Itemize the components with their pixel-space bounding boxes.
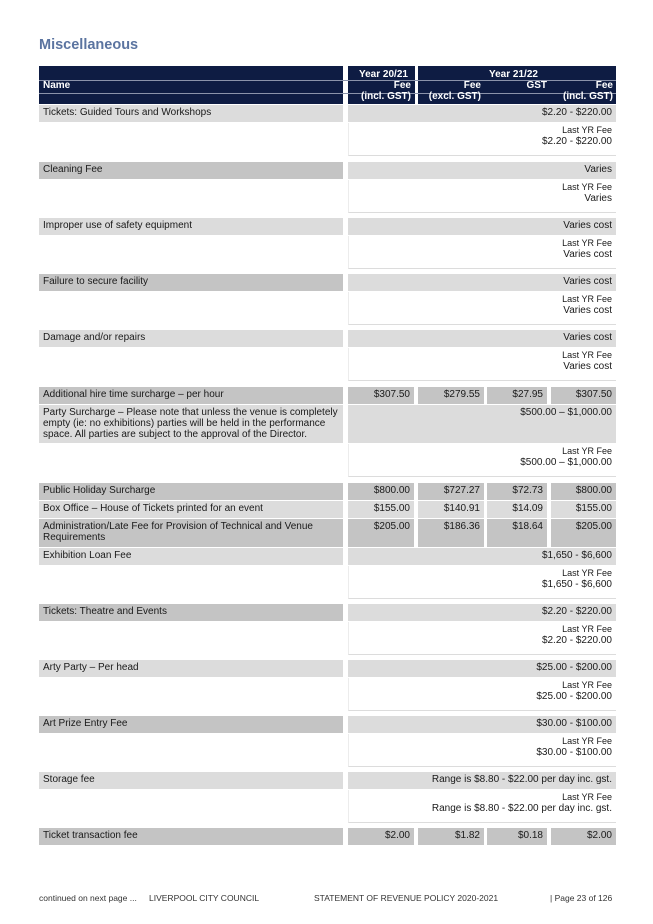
last-year-value: $2.20 - $220.00 [541,136,612,147]
last-year-fee [348,790,616,823]
last-year-value: $500.00 – $1,000.00 [520,457,612,468]
row-name: Exhibition Loan Fee [39,548,343,565]
gst-2122: $0.18 [487,828,547,845]
fee-2122-excl: $140.91 [418,501,484,518]
header-fee-incl2-sub: (incl. GST) [563,91,613,102]
row-name: Art Prize Entry Fee [39,716,343,733]
last-year-fee [348,622,616,655]
fee-2021-incl: $155.00 [348,501,414,518]
footer-statement: STATEMENT OF REVENUE POLICY 2020-2021 [314,893,499,903]
row-fee: Varies cost [348,218,616,235]
table-row [39,772,616,789]
row-fee: $2.20 - $220.00 [348,604,616,621]
row-fee: Varies cost [348,274,616,291]
table-row [39,405,616,443]
header-divider [39,93,616,94]
fee-2122-incl: $155.00 [551,501,616,518]
gst-2122: $18.64 [487,519,547,547]
row-name: Damage and/or repairs [39,330,343,347]
row-fee: Varies [348,162,616,179]
table-row [39,274,616,291]
last-year-label: Last YR Fee [562,238,612,248]
last-year-fee [348,348,616,381]
last-year-value: Range is $8.80 - $22.00 per day inc. gst. [431,803,612,814]
last-year-label: Last YR Fee [562,680,612,690]
last-year-label: Last YR Fee [562,294,612,304]
fee-2122-incl: $800.00 [551,483,616,500]
table-row [39,330,616,347]
last-year-value: Varies cost [563,361,612,372]
table-row [39,660,616,677]
header-fee-incl2: Fee [595,80,613,91]
last-year-fee [348,678,616,711]
gst-2122: $72.73 [487,483,547,500]
gst-2122: $14.09 [487,501,547,518]
last-year-label: Last YR Fee [562,125,612,135]
last-year-label: Last YR Fee [562,792,612,802]
header-fee-excl: Fee [463,80,481,91]
header-year1: Year 20/21 [359,69,408,80]
table-row [39,387,616,404]
fee-2021-incl: $2.00 [348,828,414,845]
last-year-value: Varies cost [563,249,612,260]
page-title: Miscellaneous [39,37,139,53]
footer-council: LIVERPOOL CITY COUNCIL [149,893,260,903]
row-name: Ticket transaction fee [39,828,343,845]
row-fee: $25.00 - $200.00 [348,660,616,677]
table-row [39,716,616,733]
fee-2122-excl: $727.27 [418,483,484,500]
last-year-label: Last YR Fee [562,350,612,360]
row-fee: Range is $8.80 - $22.00 per day inc. gst. [348,772,616,789]
footer-continued: continued on next page ... [39,893,137,903]
fee-2122-incl: $2.00 [551,828,616,845]
table-row [39,604,616,621]
row-name: Failure to secure facility [39,274,343,291]
last-year-fee [348,444,616,477]
fee-2122-excl: $279.55 [418,387,484,404]
header-gst: GST [526,80,547,91]
header-name-block [39,66,343,104]
table-row [39,105,616,122]
last-year-fee [348,734,616,767]
row-name: Arty Party – Per head [39,660,343,677]
row-name: Additional hire time surcharge – per hour [39,387,343,404]
fee-2021-incl: $307.50 [348,387,414,404]
last-year-fee [348,180,616,213]
table-row [39,218,616,235]
last-year-value: Varies cost [563,305,612,316]
row-name: Party Surcharge – Please note that unless the venue is completely empty (ie: no exhibitions) parties will be held in the performance space. All parties are subject to the approval of the Director. [39,405,343,443]
table-header [39,66,616,104]
header-year2: Year 21/22 [489,69,538,80]
fee-2122-incl: $205.00 [551,519,616,547]
row-fee: $2.20 - $220.00 [348,105,616,122]
header-fee-excl-sub: (excl. GST) [428,91,481,102]
last-year-label: Last YR Fee [562,624,612,634]
last-year-label: Last YR Fee [562,182,612,192]
last-year-fee [348,236,616,269]
row-fee: $500.00 – $1,000.00 [348,405,616,443]
last-year-label: Last YR Fee [562,446,612,456]
table-row [39,501,616,518]
header-fee-incl: Fee [393,80,411,91]
header-name: Name [43,80,71,91]
table-row [39,519,616,547]
last-year-value: $30.00 - $100.00 [536,747,612,758]
footer-page-number: | Page 23 of 126 [550,893,613,903]
last-year-value: $2.20 - $220.00 [541,635,612,646]
last-year-label: Last YR Fee [562,736,612,746]
last-year-value: $1,650 - $6,600 [541,579,612,590]
row-name: Cleaning Fee [39,162,343,179]
row-fee: Varies cost [348,330,616,347]
fee-2021-incl: $800.00 [348,483,414,500]
row-name: Storage fee [39,772,343,789]
fee-2021-incl: $205.00 [348,519,414,547]
table-row [39,162,616,179]
row-fee: $1,650 - $6,600 [348,548,616,565]
last-year-value: Varies [584,193,612,204]
row-name: Improper use of safety equipment [39,218,343,235]
row-name: Box Office – House of Tickets printed for an event [39,501,343,518]
fee-2122-excl: $1.82 [418,828,484,845]
last-year-value: $25.00 - $200.00 [536,691,612,702]
table-row [39,828,616,845]
row-name: Public Holiday Surcharge [39,483,343,500]
row-fee: $30.00 - $100.00 [348,716,616,733]
last-year-label: Last YR Fee [562,568,612,578]
header-fee-incl-sub: (incl. GST) [361,91,411,102]
last-year-fee [348,123,616,156]
table-row [39,483,616,500]
last-year-fee [348,566,616,599]
fee-2122-excl: $186.36 [418,519,484,547]
row-name: Tickets: Theatre and Events [39,604,343,621]
gst-2122: $27.95 [487,387,547,404]
fee-2122-incl: $307.50 [551,387,616,404]
row-name: Administration/Late Fee for Provision of Technical and Venue Requirements [39,519,343,547]
row-name: Tickets: Guided Tours and Workshops [39,105,343,122]
table-row [39,548,616,565]
last-year-fee [348,292,616,325]
